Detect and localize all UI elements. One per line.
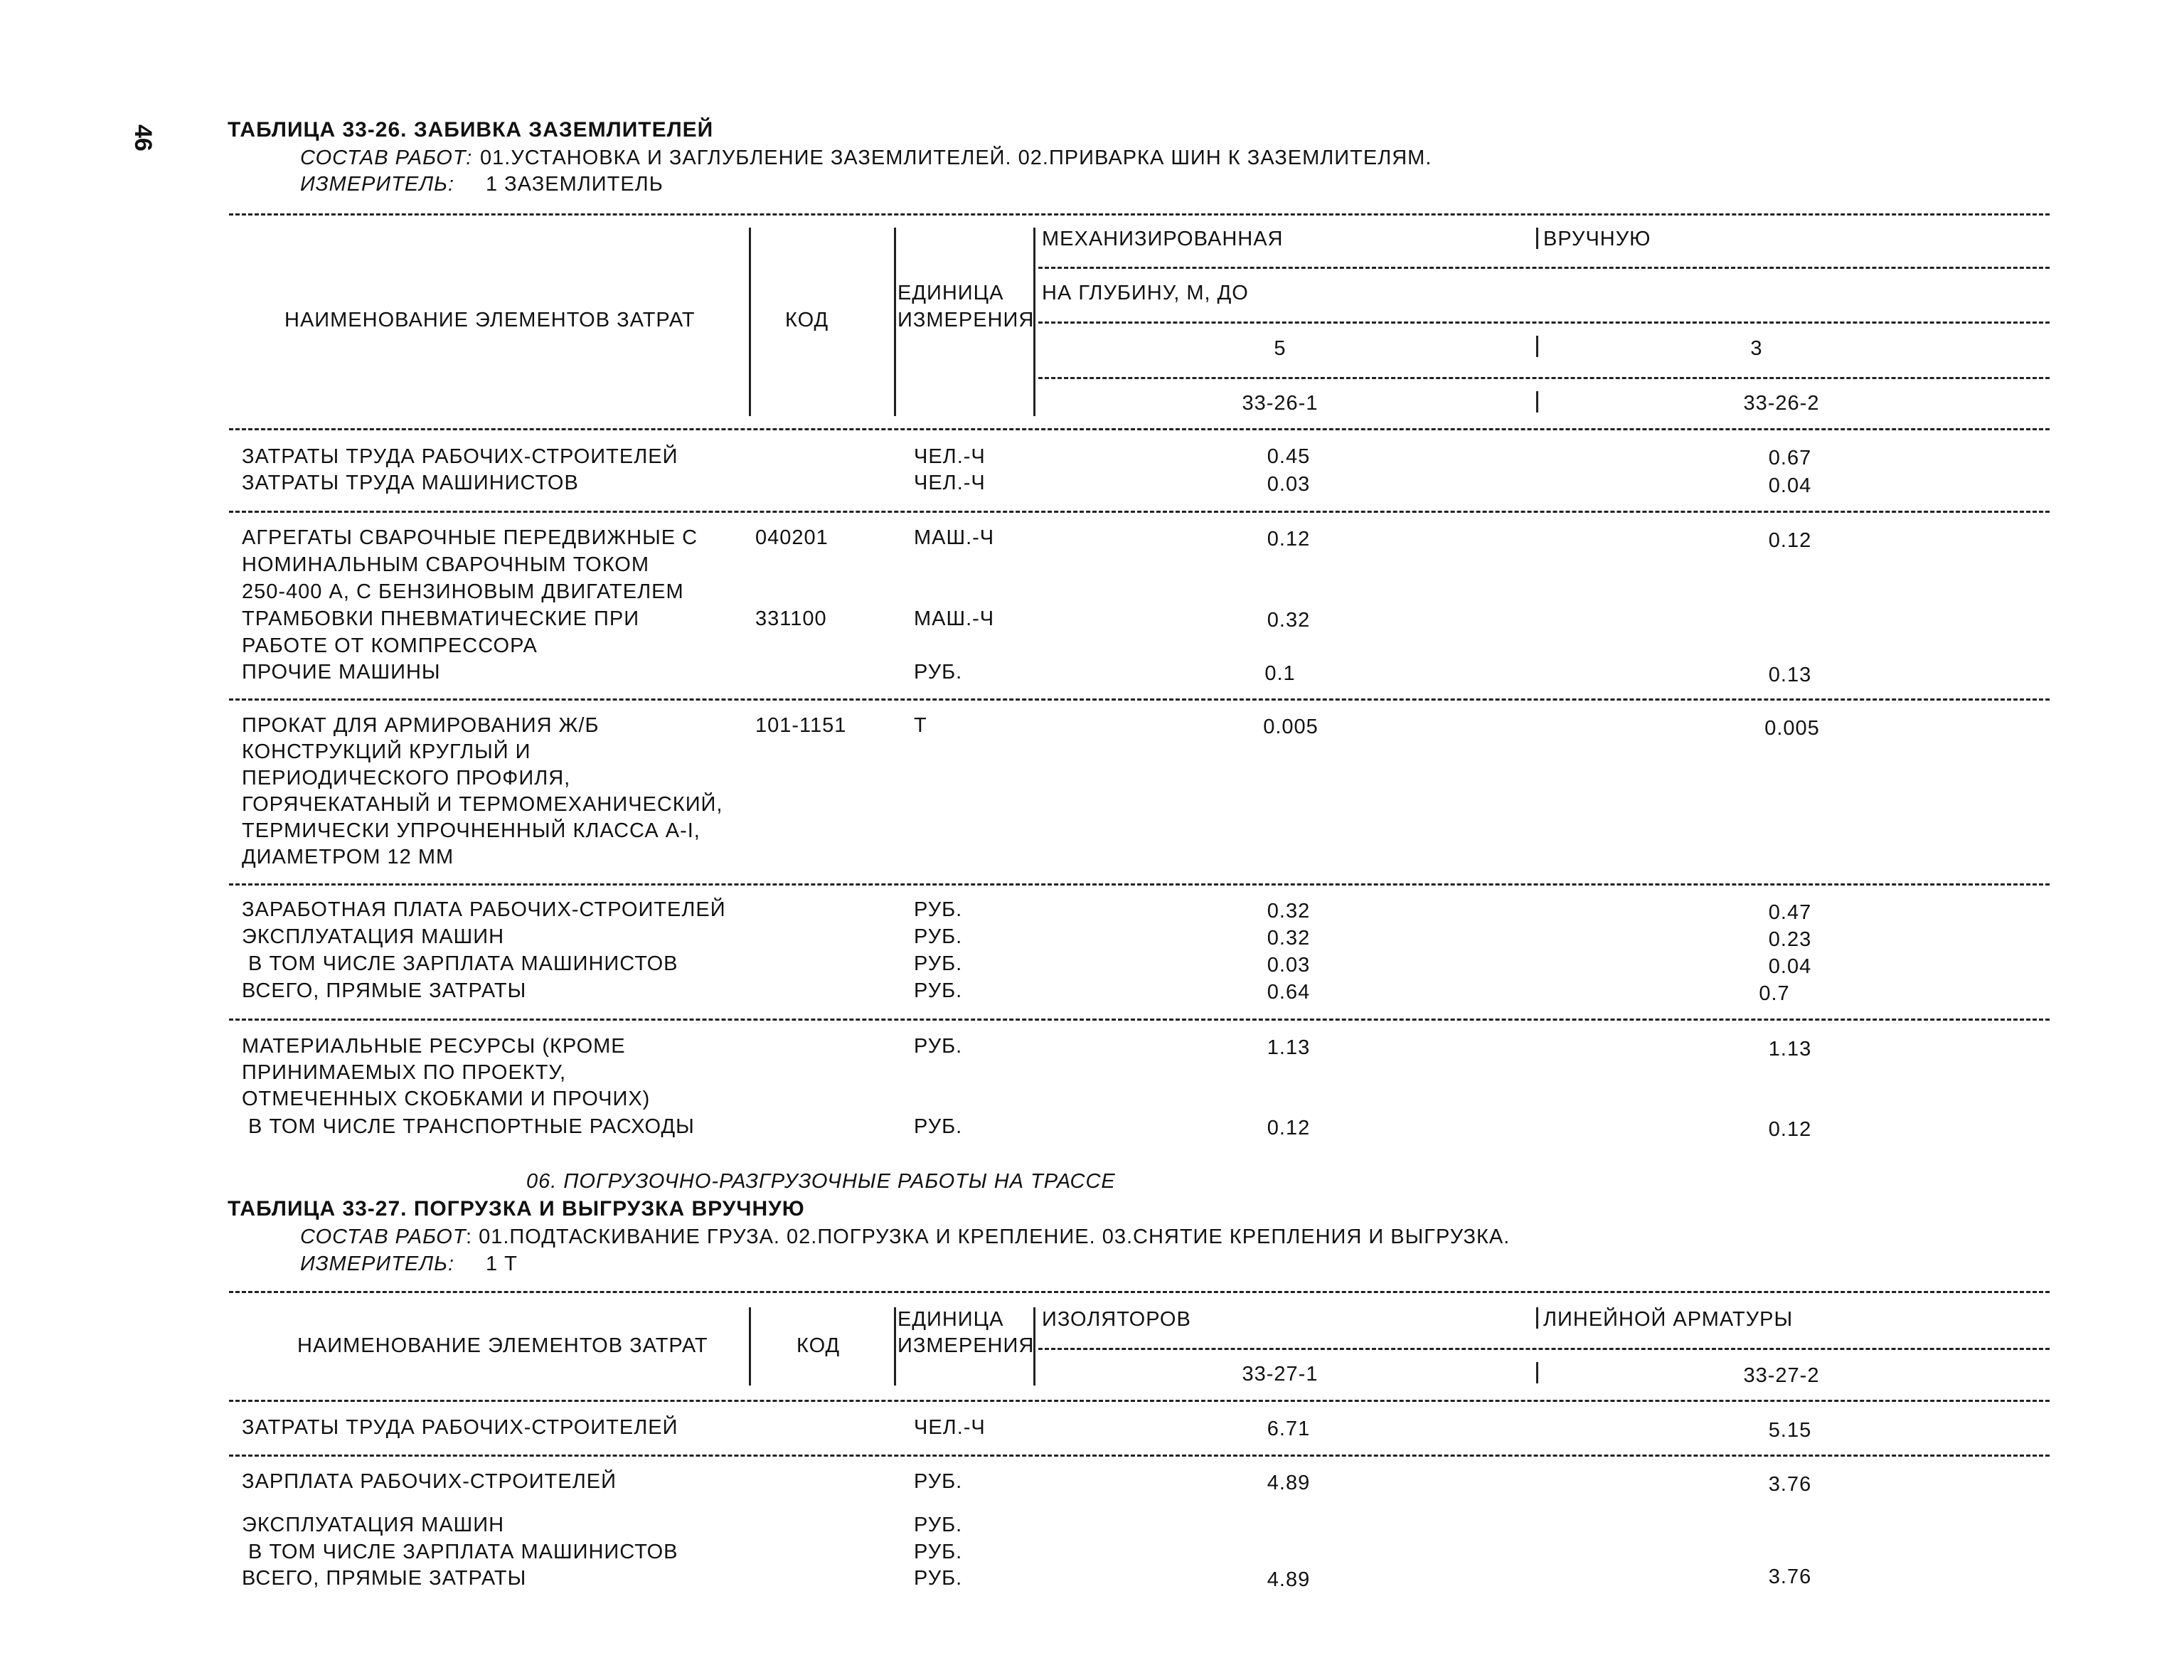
column-divider (749, 1307, 751, 1386)
column-divider (749, 228, 751, 416)
header-code-33-27-1: 33-27-1 (1242, 1363, 1319, 1386)
rule (229, 1019, 2050, 1021)
row-name: ЭКСПЛУАТАЦИЯ МАШИН (242, 925, 505, 948)
row-value-2: 0.005 (1764, 717, 1820, 740)
work-composition-label: СОСТАВ РАБОТ (300, 1226, 467, 1248)
row-value-1: 0.005 (1263, 716, 1319, 738)
row-name: ЭКСПЛУАТАЦИЯ МАШИН (242, 1514, 505, 1536)
row-unit: МАШ.-Ч (914, 526, 995, 549)
row-unit: ЧЕЛ.-Ч (914, 472, 986, 494)
rule (229, 698, 2050, 701)
column-divider (1536, 228, 1538, 249)
header-depth-1: 5 (1274, 337, 1287, 360)
row-unit: РУБ. (914, 661, 963, 684)
row-value-1: 4.89 (1267, 1472, 1311, 1494)
row-value-1: 0.64 (1267, 981, 1311, 1004)
page-number: 46 (129, 124, 156, 151)
row-value-1: 1.13 (1267, 1036, 1311, 1059)
column-divider (894, 228, 896, 416)
header-name: НАИМЕНОВАНИЕ ЭЛЕМЕНТОВ ЗАТРАТ (284, 309, 696, 331)
header-insulators: ИЗОЛЯТОРОВ (1042, 1308, 1191, 1331)
header-code: КОД (797, 1334, 841, 1357)
rule (1038, 1348, 2050, 1350)
header-code-33-27-2: 33-27-2 (1743, 1364, 1820, 1387)
row-name: ЗАТРАТЫ ТРУДА РАБОЧИХ-СТРОИТЕЛЕЙ (242, 445, 678, 468)
row-name: ЗАРПЛАТА РАБОЧИХ-СТРОИТЕЛЕЙ (242, 1470, 617, 1493)
row-name: ДИАМЕТРОМ 12 ММ (242, 846, 454, 868)
row-name: ТЕРМИЧЕСКИ УПРОЧНЕННЫЙ КЛАССА А-I, (242, 819, 701, 842)
row-unit: РУБ. (914, 925, 963, 948)
row-name: АГРЕГАТЫ СВАРОЧНЫЕ ПЕРЕДВИЖНЫЕ С (242, 526, 698, 549)
column-divider (1536, 1307, 1538, 1329)
row-unit: ЧЕЛ.-Ч (914, 1416, 986, 1439)
row-value-2: 0.23 (1768, 928, 1812, 951)
row-code: 040201 (755, 526, 829, 549)
row-unit: РУБ. (914, 1514, 963, 1536)
row-name: ПРИНИМАЕМЫХ ПО ПРОЕКТУ, (242, 1061, 567, 1084)
row-name: В ТОМ ЧИСЛЕ ЗАРПЛАТА МАШИНИСТОВ (242, 1541, 678, 1563)
row-name: ПРОКАТ ДЛЯ АРМИРОВАНИЯ Ж/Б (242, 714, 600, 737)
header-unit-line2: ИЗМЕРЕНИЯ (897, 309, 1035, 331)
header-code-33-26-2: 33-26-2 (1743, 392, 1820, 415)
column-divider (894, 1307, 896, 1386)
row-name: 250-400 А, С БЕНЗИНОВЫМ ДВИГАТЕЛЕМ (242, 580, 684, 603)
section-heading: 06. ПОГРУЗОЧНО-РАЗГРУЗОЧНЫЕ РАБОТЫ НА ТРАССЕ (526, 1170, 1116, 1193)
row-unit: ЧЕЛ.-Ч (914, 445, 986, 468)
row-value-2: 0.04 (1768, 474, 1812, 497)
meter-label: ИЗМЕРИТЕЛЬ: (300, 1253, 455, 1275)
row-value-2: 1.13 (1768, 1038, 1812, 1060)
row-value-1: 0.32 (1267, 609, 1311, 632)
header-unit-line1: ЕДИНИЦА (897, 1308, 1004, 1331)
row-name: ПЕРИОДИЧЕСКОГО ПРОФИЛЯ, (242, 767, 571, 790)
table-33-27-title: ТАБЛИЦА 33-27. ПОГРУЗКА И ВЫГРУЗКА ВРУЧНУЮ (228, 1197, 805, 1221)
meter-text: 1 ЗАЗЕМЛИТЕЛЬ (486, 173, 664, 196)
row-value-1: 6.71 (1267, 1418, 1311, 1440)
row-value-1: 0.03 (1267, 473, 1311, 496)
row-code: 331100 (755, 607, 827, 630)
row-value-1: 0.45 (1267, 445, 1311, 468)
row-name: ГОРЯЧЕКАТАНЫЙ И ТЕРМОМЕХАНИЧЕСКИЙ, (242, 793, 723, 816)
row-name: РАБОТЕ ОТ КОМПРЕССОРА (242, 634, 538, 657)
row-name: В ТОМ ЧИСЛЕ ЗАРПЛАТА МАШИНИСТОВ (242, 952, 678, 975)
row-name: ЗАТРАТЫ ТРУДА РАБОЧИХ-СТРОИТЕЛЕЙ (242, 1416, 678, 1439)
work-composition-text: 01.УСТАНОВКА И ЗАГЛУБЛЕНИЕ ЗАЗЕМЛИТЕЛЕЙ. 02.ПРИВАРКА ШИН К ЗАЗЕМЛИТЕЛЯМ. (480, 147, 1432, 169)
row-value-1: 0.32 (1267, 900, 1311, 923)
row-unit: РУБ. (914, 1567, 963, 1590)
rule (229, 428, 2050, 430)
row-name: МАТЕРИАЛЬНЫЕ РЕСУРСЫ (КРОМЕ (242, 1035, 626, 1058)
header-depth-2: 3 (1750, 337, 1763, 360)
row-value-2: 5.15 (1768, 1419, 1812, 1442)
row-value-1: 0.32 (1267, 927, 1311, 950)
row-name: В ТОМ ЧИСЛЕ ТРАНСПОРТНЫЕ РАСХОДЫ (242, 1115, 695, 1138)
row-value-2: 0.47 (1768, 901, 1812, 924)
header-unit-line1: ЕДИНИЦА (897, 282, 1004, 304)
row-unit: РУБ. (914, 979, 963, 1002)
row-unit: РУБ. (914, 1035, 963, 1058)
meter-text: 1 Т (486, 1253, 518, 1275)
row-unit: РУБ. (914, 1470, 963, 1493)
row-unit: РУБ. (914, 898, 963, 921)
row-unit: МАШ.-Ч (914, 607, 995, 630)
row-name: ОТМЕЧЕННЫХ СКОБКАМИ И ПРОЧИХ) (242, 1088, 651, 1110)
rule (229, 511, 2050, 513)
row-name: ПРОЧИЕ МАШИНЫ (242, 661, 441, 684)
row-value-1: 4.89 (1267, 1568, 1311, 1591)
row-value-2: 0.67 (1768, 447, 1812, 469)
header-mechanized: МЕХАНИЗИРОВАННАЯ (1042, 228, 1284, 250)
header-unit-line2: ИЗМЕРЕНИЯ (897, 1334, 1035, 1357)
column-divider (1536, 336, 1538, 357)
rule (229, 1291, 2050, 1293)
row-name: НОМИНАЛЬНЫМ СВАРОЧНЫМ ТОКОМ (242, 553, 650, 576)
row-value-1: 0.1 (1264, 662, 1296, 685)
row-name: ЗАТРАТЫ ТРУДА МАШИНИСТОВ (242, 472, 579, 494)
row-value-1: 0.12 (1267, 1117, 1311, 1139)
row-value-2: 3.76 (1768, 1565, 1812, 1588)
row-name: ТРАМБОВКИ ПНЕВМАТИЧЕСКИЕ ПРИ (242, 607, 640, 630)
row-unit: Т (914, 714, 927, 737)
rule (1038, 377, 2050, 379)
header-depth: НА ГЛУБИНУ, М, ДО (1042, 282, 1249, 304)
header-manual: ВРУЧНУЮ (1543, 228, 1651, 250)
row-value-2: 3.76 (1768, 1473, 1812, 1496)
row-code: 101-1151 (755, 714, 847, 737)
rule (229, 1400, 2050, 1402)
row-value-2: 0.12 (1768, 529, 1812, 552)
row-unit: РУБ. (914, 1541, 963, 1563)
header-code-33-26-1: 33-26-1 (1242, 392, 1319, 415)
header-line-fittings: ЛИНЕЙНОЙ АРМАТУРЫ (1543, 1308, 1794, 1331)
row-unit: РУБ. (914, 952, 963, 975)
table-33-26-title: ТАБЛИЦА 33-26. ЗАБИВКА ЗАЗЕМЛИТЕЛЕЙ (228, 118, 714, 142)
header-code: КОД (785, 309, 829, 331)
work-composition-label: СОСТАВ РАБОТ: (300, 147, 473, 169)
row-value-2: 0.7 (1759, 982, 1790, 1005)
rule (1038, 321, 2050, 324)
column-divider (1536, 391, 1538, 413)
rule (1038, 267, 2050, 269)
column-divider (1536, 1362, 1538, 1383)
rule (229, 1455, 2050, 1457)
row-name: КОНСТРУКЦИЙ КРУГЛЫЙ И (242, 740, 531, 763)
row-value-1: 0.03 (1267, 954, 1311, 977)
meter-label: ИЗМЕРИТЕЛЬ: (300, 173, 455, 196)
row-name: ЗАРАБОТНАЯ ПЛАТА РАБОЧИХ-СТРОИТЕЛЕЙ (242, 898, 726, 921)
row-name: ВСЕГО, ПРЯМЫЕ ЗАТРАТЫ (242, 1567, 527, 1590)
row-value-2: 0.12 (1768, 1118, 1812, 1141)
row-value-2: 0.13 (1768, 664, 1812, 686)
rule (229, 883, 2050, 886)
work-composition-text: : 01.ПОДТАСКИВАНИЕ ГРУЗА. 02.ПОГРУЗКА И КРЕПЛЕНИЕ. 03.СНЯТИЕ КРЕПЛЕНИЯ И ВЫГРУЗКА. (466, 1226, 1511, 1248)
header-name: НАИМЕНОВАНИЕ ЭЛЕМЕНТОВ ЗАТРАТ (297, 1334, 708, 1357)
row-unit: РУБ. (914, 1115, 963, 1138)
rule (229, 213, 2050, 216)
row-value-2: 0.04 (1768, 955, 1812, 978)
row-value-1: 0.12 (1267, 528, 1311, 551)
row-name: ВСЕГО, ПРЯМЫЕ ЗАТРАТЫ (242, 979, 527, 1002)
